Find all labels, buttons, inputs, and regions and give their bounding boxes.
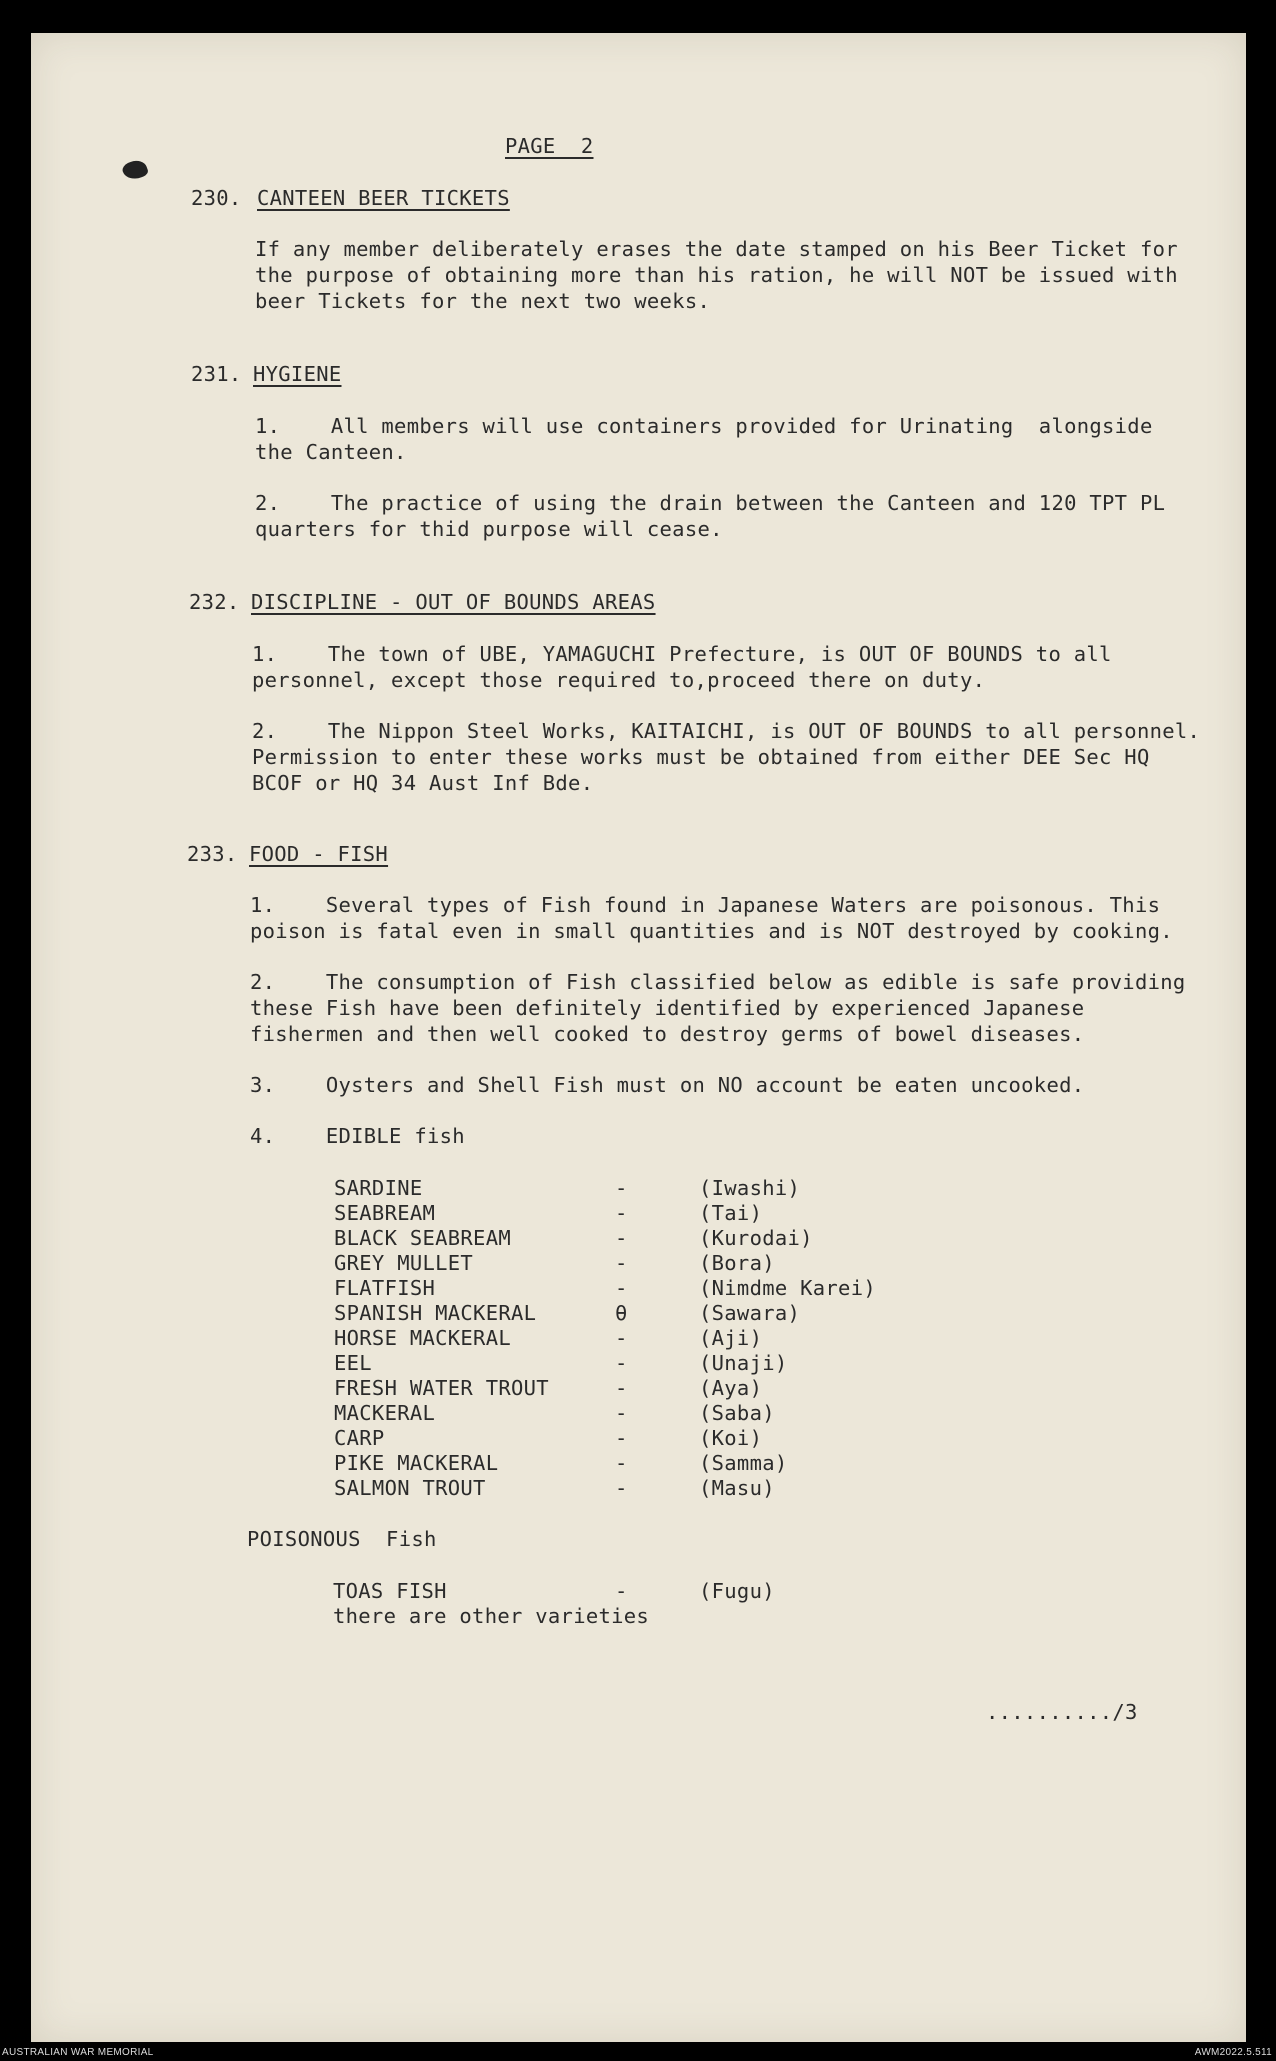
- fish-name: SALMON TROUT: [334, 1476, 486, 1500]
- section-233-p3-line-1: 3. Oysters and Shell Fish must on NO account be eaten uncooked.: [250, 1073, 1085, 1097]
- ink-blot: [121, 157, 150, 182]
- fish-dash: -: [615, 1376, 628, 1400]
- section-231-p2-line-2: quarters for thid purpose will cease.: [255, 517, 723, 541]
- fish-name: PIKE MACKERAL: [334, 1451, 499, 1475]
- poisonous-fish-note: there are other varieties: [333, 1604, 650, 1628]
- section-232-p2-line-2: Permission to enter these works must be obtained from either DEE Sec HQ: [252, 745, 1150, 769]
- fish-japanese-name: (Nimdme Karei): [699, 1276, 876, 1300]
- fish-name: SARDINE: [334, 1176, 423, 1200]
- poisonous-fish-name: TOAS FISH: [333, 1579, 447, 1603]
- section-233-number: 233.: [187, 842, 238, 866]
- section-233-p1-line-1: 1. Several types of Fish found in Japanese Waters are poisonous. This: [250, 893, 1161, 917]
- fish-dash: -: [615, 1451, 628, 1475]
- section-232-p1-line-1: 1. The town of UBE, YAMAGUCHI Prefecture, is OUT OF BOUNDS to all: [252, 642, 1112, 666]
- section-232-number: 232.: [189, 590, 240, 614]
- fish-dash: -: [615, 1226, 628, 1250]
- fish-japanese-name: (Koi): [699, 1426, 763, 1450]
- fish-name: HORSE MACKERAL: [334, 1326, 511, 1350]
- fish-name: SEABREAM: [334, 1201, 436, 1225]
- fish-dash: -: [615, 1176, 628, 1200]
- continuation-marker: ........../3: [986, 1700, 1138, 1724]
- section-232-p1-line-2: personnel, except those required to,proceed there on duty.: [252, 668, 986, 692]
- section-233-p1-line-2: poison is fatal even in small quantities and is NOT destroyed by cooking.: [250, 919, 1173, 943]
- fish-name: FRESH WATER TROUT: [334, 1376, 549, 1400]
- fish-japanese-name: (Aya): [699, 1376, 763, 1400]
- section-233-title: FOOD - FISH: [249, 842, 389, 866]
- section-230-number: 230.: [191, 186, 242, 210]
- fish-dash: -: [615, 1276, 628, 1300]
- fish-name: BLACK SEABREAM: [334, 1226, 511, 1250]
- archive-reference: AWM2022.5.511: [1194, 2047, 1272, 2058]
- section-231-p1-line-1: 1. All members will use containers provided for Urinating alongside: [255, 414, 1153, 438]
- section-230-line-1: If any member deliberately erases the date stamped on his Beer Ticket for: [255, 237, 1178, 261]
- section-230-line-2: the purpose of obtaining more than his ration, he will NOT be issued with: [255, 263, 1178, 287]
- section-232-p2-line-1: 2. The Nippon Steel Works, KAITAICHI, is OUT OF BOUNDS to all personnel.: [252, 719, 1201, 743]
- fish-dash: -: [615, 1476, 628, 1500]
- section-233-p4-line-1: 4. EDIBLE fish: [250, 1124, 465, 1148]
- section-230-line-3: beer Tickets for the next two weeks.: [255, 289, 711, 313]
- fish-name: SPANISH MACKERAL: [334, 1301, 537, 1325]
- fish-dash: -: [615, 1251, 628, 1275]
- fish-name: CARP: [334, 1426, 385, 1450]
- section-232-p2-line-3: BCOF or HQ 34 Aust Inf Bde.: [252, 771, 594, 795]
- fish-japanese-name: (Samma): [699, 1451, 788, 1475]
- fish-dash: -: [615, 1426, 628, 1450]
- section-231-p1-line-2: the Canteen.: [255, 440, 407, 464]
- section-233-p2-line-2: these Fish have been definitely identified by experienced Japanese: [250, 996, 1085, 1020]
- fish-dash: -: [615, 1326, 628, 1350]
- section-231-number: 231.: [191, 362, 242, 386]
- fish-japanese-name: (Iwashi): [699, 1176, 801, 1200]
- fish-japanese-name: (Bora): [699, 1251, 775, 1275]
- fish-name: FLATFISH: [334, 1276, 436, 1300]
- poisonous-fish-japanese-name: (Fugu): [699, 1579, 775, 1603]
- section-230-title: CANTEEN BEER TICKETS: [257, 186, 510, 210]
- fish-dash: -: [615, 1401, 628, 1425]
- poisonous-fish-dash: -: [615, 1579, 628, 1603]
- fish-japanese-name: (Aji): [699, 1326, 763, 1350]
- fish-name: GREY MULLET: [334, 1251, 474, 1275]
- fish-japanese-name: (Sawara): [699, 1301, 801, 1325]
- section-232-title: DISCIPLINE - OUT OF BOUNDS AREAS: [251, 590, 656, 614]
- document-page: [31, 33, 1246, 2042]
- fish-dash: -: [615, 1201, 628, 1225]
- fish-name: MACKERAL: [334, 1401, 436, 1425]
- section-233-p2-line-1: 2. The consumption of Fish classified below as edible is safe providing: [250, 970, 1186, 994]
- fish-japanese-name: (Tai): [699, 1201, 763, 1225]
- page-number: PAGE 2: [505, 134, 594, 158]
- section-231-title: HYGIENE: [253, 362, 342, 386]
- fish-name: EEL: [334, 1351, 372, 1375]
- section-231-p2-line-1: 2. The practice of using the drain between the Canteen and 120 TPT PL: [255, 491, 1166, 515]
- fish-japanese-name: (Unaji): [699, 1351, 788, 1375]
- fish-japanese-name: (Kurodai): [699, 1226, 813, 1250]
- fish-dash: θ: [615, 1301, 628, 1325]
- fish-japanese-name: (Saba): [699, 1401, 775, 1425]
- fish-dash: -: [615, 1351, 628, 1375]
- fish-japanese-name: (Masu): [699, 1476, 775, 1500]
- archive-credit: AUSTRALIAN WAR MEMORIAL: [2, 2047, 154, 2058]
- poisonous-fish-heading: POISONOUS Fish: [247, 1527, 437, 1551]
- section-233-p2-line-3: fishermen and then well cooked to destroy germs of bowel diseases.: [250, 1022, 1085, 1046]
